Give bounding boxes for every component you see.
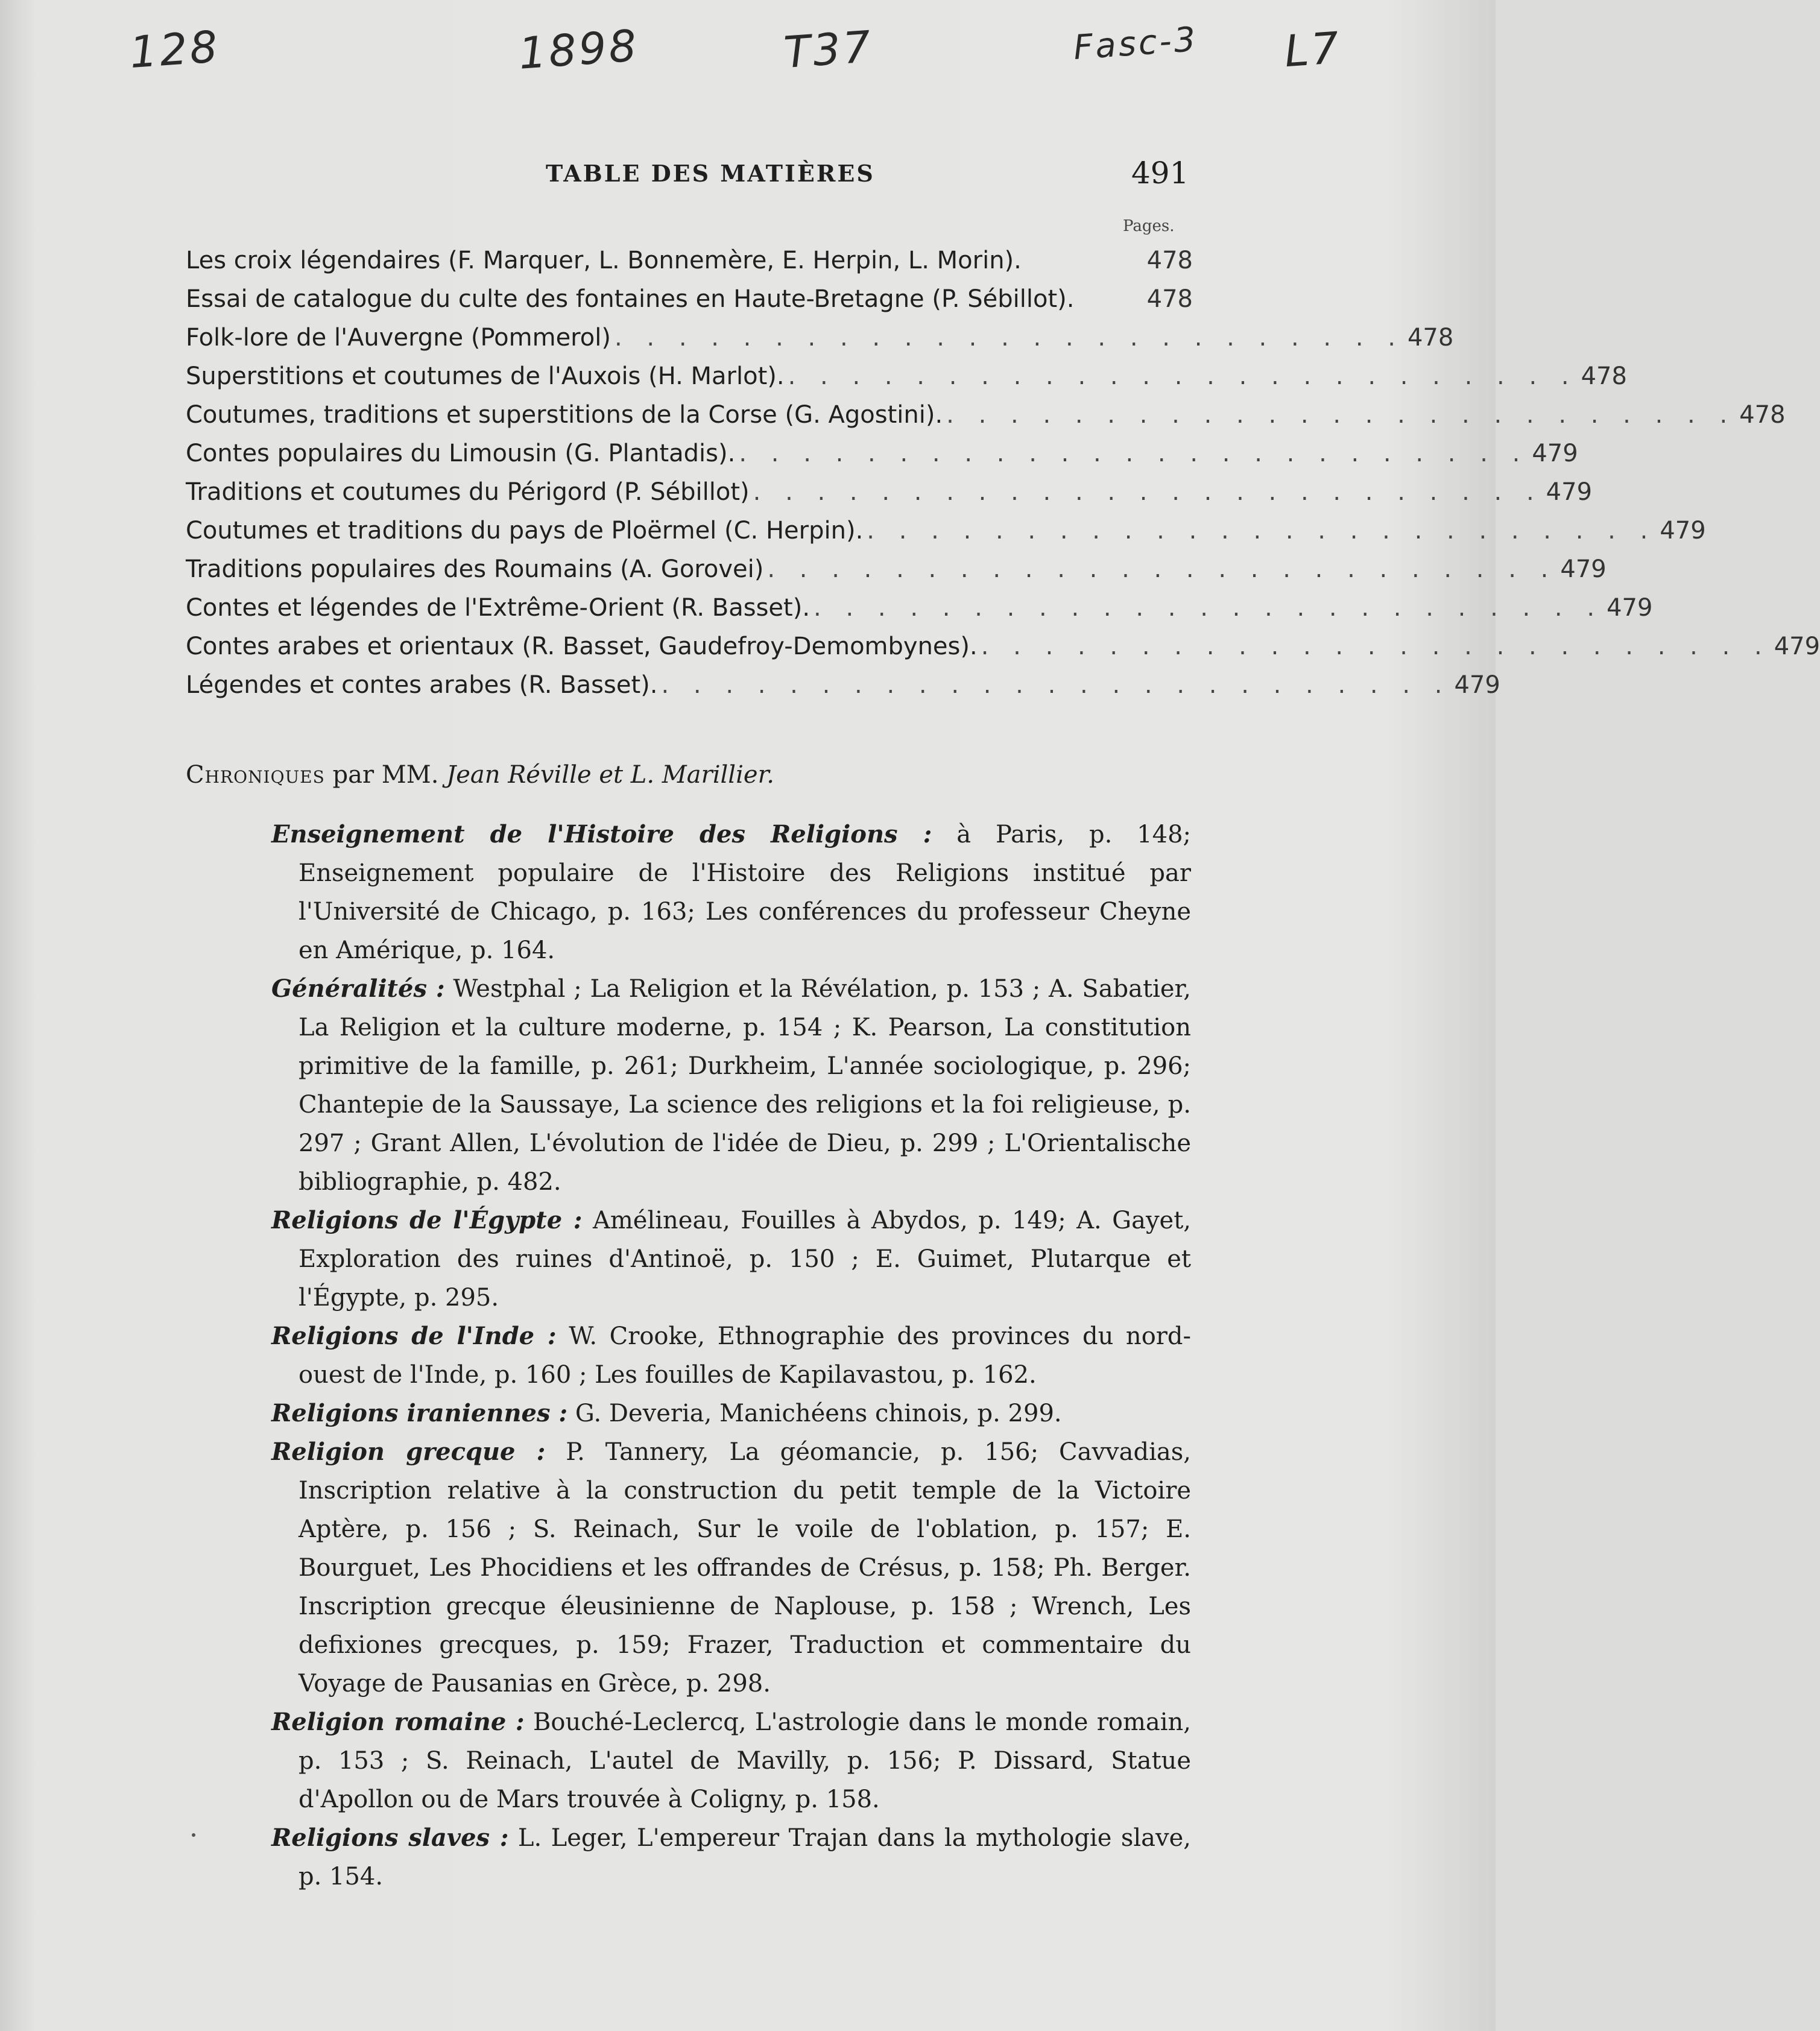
toc-entry (186, 550, 1607, 589)
toc-entry-page: 479 (1546, 478, 1593, 506)
toc-entry-page: 479 (1454, 671, 1500, 699)
toc-entry-title: Folk-lore de l'Auvergne (Pommerol) (186, 324, 611, 352)
toc-entry-title: Essai de catalogue du culte des fontaines en Haute-Bretagne (P. Sébillot). (186, 285, 1075, 313)
entry-text: Amélineau, Fouilles à Abydos, p. 149; A. Gayet, Exploration des ruines d'Antinoë, p. 150 ; E. Guimet, Plutarque et l'Égypte, p. 295. (299, 1207, 1192, 1312)
leader-dots: . . . . . . . . . . . . . . . . . . . . . . . . . (753, 478, 1543, 506)
toc-entry-page: 479 (1660, 517, 1706, 545)
toc-entry-title: Les croix légendaires (F. Marquer, L. Bonnemère, E. Herpin, L. Morin). (186, 247, 1022, 274)
toc-entry-title: Contes populaires du Limousin (G. Plantadis). (186, 440, 736, 467)
toc-entry (186, 473, 1593, 511)
running-title: TABLE DES MATIÈRES (546, 160, 875, 187)
toc-entry (186, 434, 1578, 473)
entry-text: à Paris, p. 148; Enseignement populaire de l'Histoire des Religions institué par l'Université de Chicago, p. 163; Les conférences du professeur Cheyne en Amérique, p. 164. (299, 821, 1192, 964)
leader-dots: . . . . . . . . . . . . . . . . . . . . . . . . . (788, 362, 1578, 390)
toc-entry (186, 280, 1193, 318)
toc-entry-title: Superstitions et coutumes de l'Auxois (H. Marlot). (186, 362, 785, 390)
toc-entry-page: 478 (1581, 362, 1627, 390)
toc-entry-title: Coutumes, traditions et superstitions de la Corse (G. Agostini). (186, 401, 943, 429)
leader-dots: . . . . . . . . . . . . . . . . . . . . . . . . . (739, 440, 1529, 467)
toc-entry (186, 357, 1627, 396)
toc-entry-page: 478 (1146, 285, 1193, 313)
chronique-entry (271, 970, 1191, 1201)
toc-entry-title: Coutumes et traditions du pays de Ploërmel (C. Herpin). (186, 517, 864, 545)
pages-column-label: Pages. (1123, 217, 1175, 235)
chroniques-heading (186, 761, 774, 789)
toc-entry (186, 318, 1454, 357)
entry-topic: Religions de l'Inde : (271, 1322, 557, 1350)
leader-dots: . . . . . . . . . . . . . . . . . . . . . . . . . (981, 633, 1771, 660)
entry-text: W. Crooke, Ethnographie des provinces du nord-ouest de l'Inde, p. 160 ; Les fouilles de Kapilavastou, p. 162. (299, 1322, 1192, 1389)
toc-entry-page: 478 (1739, 401, 1786, 429)
chronique-entry (271, 1201, 1191, 1317)
chronique-entry (271, 1394, 1191, 1433)
leader-dots: . . . . . . . . . . . . . . . . . . . . . . . . . (867, 517, 1657, 545)
entry-topic: Généralités : (271, 974, 445, 1003)
chronique-entry (271, 1433, 1191, 1703)
entry-text: Westphal ; La Religion et la Révélation, p. 153 ; A. Sabatier, La Religion et la culture moderne, p. 154 ; K. Pearson, La constitution primitive de la famille, p. 261; Durkheim, L'année sociologique, p. 296; Chantepie de la Saussaye, La science des religions et la foi religieuse, p. 297 ; Grant Allen, L'évolution de l'idée de Dieu, p. 299 ; L'Orientalische bibliographie, p. 482. (299, 975, 1191, 1196)
table-of-contents (186, 241, 1820, 704)
entry-topic: Religion romaine : (271, 1708, 525, 1736)
leader-dots: . . . . . . . . . . . . . . . . . . . . . . . . . (767, 555, 1557, 583)
toc-entry-page: 479 (1532, 440, 1578, 467)
chroniques-authors: Jean Réville et L. Marillier. (446, 761, 775, 789)
toc-entry-page: 479 (1560, 555, 1607, 583)
chronique-entry (271, 1703, 1191, 1819)
entry-topic: Religion grecque : (271, 1438, 546, 1466)
chronique-entry (271, 1317, 1191, 1394)
leader-dots: . . . . . . . . . . . . . . . . . . . . . . . . . (814, 594, 1604, 622)
entry-topic: Enseignement de l'Histoire des Religions : (271, 820, 932, 848)
handwritten-note-4: Fasc-3 (1072, 19, 1199, 68)
page-number: 491 (1131, 156, 1189, 191)
leader-dots: . . . . . . . . . . . . . . . . . . . . . . . . . (946, 401, 1736, 429)
entry-topic: Religions iraniennes : (271, 1399, 568, 1427)
leader-dots: . . . . . . . . . . . . . . . . . . . . . . . . . (614, 324, 1404, 352)
entry-text: Bouché-Leclercq, L'astrologie dans le monde romain, p. 153 ; S. Reinach, L'autel de Mavilly, p. 156; P. Dissard, Statue d'Apollon ou de Mars trouvée à Coligny, p. 158. (299, 1708, 1191, 1813)
toc-entry-page: 479 (1774, 633, 1820, 660)
toc-entry-title: Légendes et contes arabes (R. Basset). (186, 671, 658, 699)
handwritten-note-3: T37 (782, 21, 875, 78)
chroniques-entries (271, 815, 1191, 1896)
toc-entry-title: Contes arabes et orientaux (R. Basset, Gaudefroy-Demombynes). (186, 633, 978, 660)
entry-text: P. Tannery, La géomancie, p. 156; Cavvadias, Inscription relative à la construction du petit temple de la Victoire Aptère, p. 156 ; S. Reinach, Sur le voile de l'oblation, p. 157; E. Bourguet, Les Phocidiens et les offrandes de Crésus, p. 158; Ph. Berger. Inscription grecque éleusinienne de Naplouse, p. 158 ; Wrench, Les defixiones grecques, p. 159; Frazer, Traduction et commentaire du Voyage de Pausanias en Grèce, p. 298. (299, 1438, 1191, 1698)
toc-entry (186, 511, 1706, 550)
toc-entry-page: 479 (1607, 594, 1653, 622)
toc-entry-title: Traditions et coutumes du Périgord (P. Sébillot) (186, 478, 750, 506)
leader-dots: . . . . . . . . . . . . . . . . . . . . . . . . . (661, 671, 1451, 699)
toc-entry (186, 241, 1193, 280)
toc-entry (186, 666, 1500, 704)
chroniques-by: par MM. (332, 761, 439, 789)
toc-entry (186, 627, 1820, 666)
chronique-entry (271, 815, 1191, 970)
entry-topic: Religions slaves : (271, 1824, 509, 1852)
toc-entry-page: 478 (1146, 247, 1193, 274)
handwritten-note-2: 1898 (517, 20, 640, 79)
toc-entry-title: Contes et légendes de l'Extrême-Orient (R. Basset). (186, 594, 810, 622)
chronique-entry (271, 1819, 1191, 1896)
toc-entry (186, 396, 1786, 434)
entry-topic: Religions de l'Égypte : (271, 1206, 583, 1234)
entry-text: G. Deveria, Manichéens chinois, p. 299. (575, 1400, 1062, 1427)
toc-entry-title: Traditions populaires des Roumains (A. Gorovei) (186, 555, 764, 583)
chroniques-label: Chroniques (186, 761, 325, 789)
handwritten-note-1: 128 (128, 21, 222, 78)
entry-text: L. Leger, L'empereur Trajan dans la mythologie slave, p. 154. (299, 1824, 1191, 1890)
toc-entry-page: 478 (1407, 324, 1454, 352)
ink-speck (192, 1833, 195, 1837)
handwritten-note-5: L7 (1283, 22, 1343, 77)
toc-entry (186, 589, 1653, 627)
